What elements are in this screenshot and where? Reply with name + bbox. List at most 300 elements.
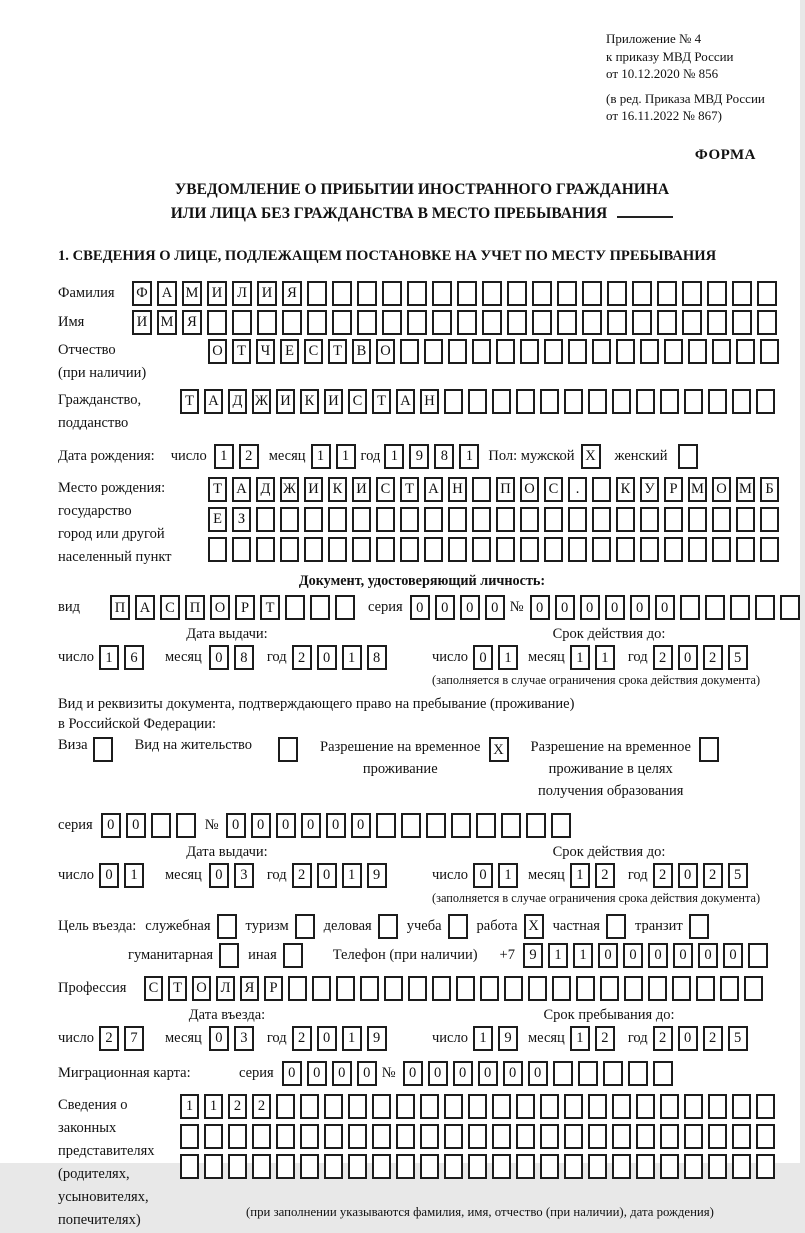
res_doc_number-cell-7[interactable] [376,813,396,838]
id_doc_number-cell-7[interactable] [680,595,700,620]
id_doc_series-cell-2[interactable]: 0 [435,595,455,620]
reps_row1-cell-10[interactable] [396,1094,415,1119]
reps_row3-cell-19[interactable] [612,1154,631,1179]
entry_year-cell-3[interactable]: 1 [342,1026,362,1051]
birth_place_row3-cell-6[interactable] [328,537,347,562]
birth_place_row1-cell-1[interactable]: Т [208,477,227,502]
reps_row1-cell-13[interactable] [468,1094,487,1119]
profession-cell-15[interactable] [480,976,499,1001]
purpose-study-checkbox[interactable] [448,914,468,939]
mk_series-cell-1[interactable]: 0 [282,1061,302,1086]
purpose-other-checkbox[interactable] [283,943,303,968]
res_doc_series-cell-4[interactable] [176,813,196,838]
profession-cell-3[interactable]: О [192,976,211,1001]
mk_number-cell-6[interactable]: 0 [528,1061,548,1086]
purpose-humanitarian-checkbox[interactable] [219,943,239,968]
name-cell-23[interactable] [682,310,702,335]
id_valid_day-cell-2[interactable]: 1 [498,645,518,670]
citizenship-cell-23[interactable] [708,389,727,414]
mk_number-cell-5[interactable]: 0 [503,1061,523,1086]
patronymic-cell-22[interactable] [712,339,731,364]
birth_day-cell-1[interactable]: 1 [214,444,234,469]
patronymic-cell-16[interactable] [568,339,587,364]
citizenship-cell-18[interactable] [588,389,607,414]
profession-cell-23[interactable] [672,976,691,1001]
profession-cell-13[interactable] [432,976,451,1001]
patronymic-cell-12[interactable] [472,339,491,364]
reps_row1-cell-1[interactable]: 1 [180,1094,199,1119]
birth_place_row3-cell-1[interactable] [208,537,227,562]
surname-cell-6[interactable]: И [257,281,277,306]
birth_place_row2-cell-22[interactable] [712,507,731,532]
entry_year-cell-1[interactable]: 2 [292,1026,312,1051]
name-cell-15[interactable] [482,310,502,335]
birth_place_row2-cell-18[interactable] [616,507,635,532]
birth_place_row2-cell-23[interactable] [736,507,755,532]
res_doc_number-cell-8[interactable] [401,813,421,838]
birth_day-cell-2[interactable]: 2 [239,444,259,469]
birth_place_row2-cell-12[interactable] [472,507,491,532]
id_valid_month-cell-1[interactable]: 1 [570,645,590,670]
citizenship-cell-21[interactable] [660,389,679,414]
id_issue_year-cell-4[interactable]: 8 [367,645,387,670]
birth_place_row2-cell-4[interactable] [280,507,299,532]
birth_place_row1-cell-12[interactable] [472,477,491,502]
citizenship-cell-22[interactable] [684,389,703,414]
birth_year-cell-3[interactable]: 8 [434,444,454,469]
profession-cell-22[interactable] [648,976,667,1001]
entry_year-cell-2[interactable]: 0 [317,1026,337,1051]
citizenship-cell-7[interactable]: И [324,389,343,414]
birth_place_row3-cell-23[interactable] [736,537,755,562]
reps_row3-cell-13[interactable] [468,1154,487,1179]
res_issue_year-cell-3[interactable]: 1 [342,863,362,888]
birth_place_row1-cell-21[interactable]: М [688,477,707,502]
reps_row2-cell-21[interactable] [660,1124,679,1149]
profession-cell-12[interactable] [408,976,427,1001]
name-cell-25[interactable] [732,310,752,335]
female-checkbox[interactable] [678,444,698,469]
profession-cell-14[interactable] [456,976,475,1001]
reps_row2-cell-3[interactable] [228,1124,247,1149]
citizenship-cell-2[interactable]: А [204,389,223,414]
id_doc_number-cell-1[interactable]: 0 [530,595,550,620]
surname-cell-22[interactable] [657,281,677,306]
name-cell-3[interactable]: Я [182,310,202,335]
reps_row3-cell-7[interactable] [324,1154,343,1179]
profession-cell-10[interactable] [360,976,379,1001]
birth_place_row2-cell-10[interactable] [424,507,443,532]
birth_place_row1-cell-23[interactable]: М [736,477,755,502]
reps_row1-cell-3[interactable]: 2 [228,1094,247,1119]
birth_place_row3-cell-18[interactable] [616,537,635,562]
res_valid_month-cell-2[interactable]: 2 [595,863,615,888]
reps_row3-cell-12[interactable] [444,1154,463,1179]
birth_place_row1-cell-15[interactable]: С [544,477,563,502]
citizenship-cell-24[interactable] [732,389,751,414]
surname-cell-8[interactable] [307,281,327,306]
surname-cell-21[interactable] [632,281,652,306]
citizenship-cell-9[interactable]: Т [372,389,391,414]
patronymic-cell-2[interactable]: Т [232,339,251,364]
citizenship-cell-14[interactable] [492,389,511,414]
id_doc_type-cell-3[interactable]: С [160,595,180,620]
reps_row1-cell-23[interactable] [708,1094,727,1119]
name-cell-14[interactable] [457,310,477,335]
citizenship-cell-13[interactable] [468,389,487,414]
reps_row1-cell-11[interactable] [420,1094,439,1119]
mk_number-cell-3[interactable]: 0 [453,1061,473,1086]
birth_place_row2-cell-2[interactable]: З [232,507,251,532]
res_issue_month-cell-1[interactable]: 0 [209,863,229,888]
patronymic-cell-24[interactable] [760,339,779,364]
res_valid_year-cell-1[interactable]: 2 [653,863,673,888]
name-cell-2[interactable]: М [157,310,177,335]
id_doc_number-cell-8[interactable] [705,595,725,620]
birth_place_row1-cell-6[interactable]: К [328,477,347,502]
res_doc_number-cell-10[interactable] [451,813,471,838]
surname-cell-20[interactable] [607,281,627,306]
reps_row3-cell-5[interactable] [276,1154,295,1179]
res_valid_year-cell-4[interactable]: 5 [728,863,748,888]
profession-cell-7[interactable] [288,976,307,1001]
birth_place_row3-cell-10[interactable] [424,537,443,562]
surname-cell-17[interactable] [532,281,552,306]
reps_row2-cell-4[interactable] [252,1124,271,1149]
name-cell-12[interactable] [407,310,427,335]
name-cell-19[interactable] [582,310,602,335]
res_doc_number-cell-1[interactable]: 0 [226,813,246,838]
surname-cell-12[interactable] [407,281,427,306]
birth_place_row2-cell-15[interactable] [544,507,563,532]
purpose-business-checkbox[interactable] [378,914,398,939]
birth_year-cell-1[interactable]: 1 [384,444,404,469]
patronymic-cell-14[interactable] [520,339,539,364]
reps_row1-cell-12[interactable] [444,1094,463,1119]
id_doc_type-cell-1[interactable]: П [110,595,130,620]
profession-cell-8[interactable] [312,976,331,1001]
reps_row1-cell-6[interactable] [300,1094,319,1119]
id_doc_number-cell-3[interactable]: 0 [580,595,600,620]
birth_place_row3-cell-4[interactable] [280,537,299,562]
reps_row2-cell-8[interactable] [348,1124,367,1149]
citizenship-cell-20[interactable] [636,389,655,414]
patronymic-cell-15[interactable] [544,339,563,364]
reps_row1-cell-14[interactable] [492,1094,511,1119]
name-cell-10[interactable] [357,310,377,335]
surname-cell-16[interactable] [507,281,527,306]
surname-cell-4[interactable]: И [207,281,227,306]
id_doc_type-cell-10[interactable] [335,595,355,620]
birth_place_row3-cell-3[interactable] [256,537,275,562]
citizenship-cell-5[interactable]: И [276,389,295,414]
mk_number-cell-9[interactable] [603,1061,623,1086]
citizenship-cell-1[interactable]: Т [180,389,199,414]
stay_year-cell-3[interactable]: 2 [703,1026,723,1051]
residence-permit-checkbox[interactable] [278,737,298,762]
surname-cell-5[interactable]: Л [232,281,252,306]
birth_place_row2-cell-19[interactable] [640,507,659,532]
name-cell-22[interactable] [657,310,677,335]
res_doc_number-cell-4[interactable]: 0 [301,813,321,838]
res_doc_number-cell-5[interactable]: 0 [326,813,346,838]
birth_place_row3-cell-19[interactable] [640,537,659,562]
patronymic-cell-8[interactable]: О [376,339,395,364]
entry_month-cell-2[interactable]: 3 [234,1026,254,1051]
reps_row2-cell-5[interactable] [276,1124,295,1149]
birth_place_row2-cell-8[interactable] [376,507,395,532]
reps_row3-cell-6[interactable] [300,1154,319,1179]
patronymic-cell-13[interactable] [496,339,515,364]
reps_row1-cell-20[interactable] [636,1094,655,1119]
res_valid_year-cell-2[interactable]: 0 [678,863,698,888]
name-cell-5[interactable] [232,310,252,335]
reps_row3-cell-22[interactable] [684,1154,703,1179]
patronymic-cell-4[interactable]: Е [280,339,299,364]
birth_place_row1-cell-11[interactable]: Н [448,477,467,502]
reps_row3-cell-4[interactable] [252,1154,271,1179]
name-cell-16[interactable] [507,310,527,335]
reps_row3-cell-8[interactable] [348,1154,367,1179]
birth_place_row2-cell-17[interactable] [592,507,611,532]
surname-cell-14[interactable] [457,281,477,306]
id_doc_number-cell-11[interactable] [780,595,800,620]
res_doc_number-cell-11[interactable] [476,813,496,838]
surname-cell-24[interactable] [707,281,727,306]
entry_day-cell-2[interactable]: 7 [124,1026,144,1051]
reps_row2-cell-7[interactable] [324,1124,343,1149]
mk_number-cell-2[interactable]: 0 [428,1061,448,1086]
id_doc_number-cell-10[interactable] [755,595,775,620]
patronymic-cell-19[interactable] [640,339,659,364]
surname-cell-26[interactable] [757,281,777,306]
profession-cell-20[interactable] [600,976,619,1001]
birth_place_row1-cell-4[interactable]: Ж [280,477,299,502]
birth_place_row3-cell-16[interactable] [568,537,587,562]
birth_place_row2-cell-7[interactable] [352,507,371,532]
birth_place_row3-cell-15[interactable] [544,537,563,562]
reps_row3-cell-24[interactable] [732,1154,751,1179]
surname-cell-1[interactable]: Ф [132,281,152,306]
id_valid_day-cell-1[interactable]: 0 [473,645,493,670]
id_issue_day-cell-1[interactable]: 1 [99,645,119,670]
surname-cell-18[interactable] [557,281,577,306]
res_doc_series-cell-1[interactable]: 0 [101,813,121,838]
visa-checkbox[interactable] [93,737,113,762]
surname-cell-3[interactable]: М [182,281,202,306]
res_doc_number-cell-2[interactable]: 0 [251,813,271,838]
res_doc_series-cell-2[interactable]: 0 [126,813,146,838]
name-cell-11[interactable] [382,310,402,335]
birth_place_row1-cell-7[interactable]: И [352,477,371,502]
patronymic-cell-23[interactable] [736,339,755,364]
male-checkbox[interactable]: X [581,444,601,469]
reps_row2-cell-1[interactable] [180,1124,199,1149]
profession-cell-5[interactable]: Я [240,976,259,1001]
reps_row3-cell-2[interactable] [204,1154,223,1179]
birth_place_row2-cell-1[interactable]: Е [208,507,227,532]
patronymic-cell-17[interactable] [592,339,611,364]
stay_year-cell-2[interactable]: 0 [678,1026,698,1051]
profession-cell-19[interactable] [576,976,595,1001]
name-cell-18[interactable] [557,310,577,335]
birth_place_row2-cell-5[interactable] [304,507,323,532]
id_doc_type-cell-8[interactable] [285,595,305,620]
reps_row2-cell-9[interactable] [372,1124,391,1149]
purpose-official-checkbox[interactable] [217,914,237,939]
birth_month-cell-1[interactable]: 1 [311,444,331,469]
reps_row3-cell-15[interactable] [516,1154,535,1179]
birth_place_row3-cell-9[interactable] [400,537,419,562]
reps_row1-cell-5[interactable] [276,1094,295,1119]
surname-cell-23[interactable] [682,281,702,306]
birth_place_row1-cell-24[interactable]: Б [760,477,779,502]
birth_place_row2-cell-16[interactable] [568,507,587,532]
citizenship-cell-8[interactable]: С [348,389,367,414]
reps_row2-cell-16[interactable] [540,1124,559,1149]
id_issue_year-cell-3[interactable]: 1 [342,645,362,670]
mk_number-cell-8[interactable] [578,1061,598,1086]
birth_place_row3-cell-20[interactable] [664,537,683,562]
patronymic-cell-7[interactable]: В [352,339,371,364]
birth_place_row1-cell-3[interactable]: Д [256,477,275,502]
name-cell-7[interactable] [282,310,302,335]
reps_row2-cell-23[interactable] [708,1124,727,1149]
res_doc_number-cell-14[interactable] [551,813,571,838]
reps_row2-cell-13[interactable] [468,1124,487,1149]
name-cell-26[interactable] [757,310,777,335]
reps_row2-cell-10[interactable] [396,1124,415,1149]
res_doc_number-cell-13[interactable] [526,813,546,838]
reps_row1-cell-19[interactable] [612,1094,631,1119]
id_doc_series-cell-3[interactable]: 0 [460,595,480,620]
res_doc_series-cell-3[interactable] [151,813,171,838]
profession-cell-17[interactable] [528,976,547,1001]
reps_row3-cell-1[interactable] [180,1154,199,1179]
surname-cell-11[interactable] [382,281,402,306]
citizenship-cell-3[interactable]: Д [228,389,247,414]
profession-cell-26[interactable] [744,976,763,1001]
stay_month-cell-1[interactable]: 1 [570,1026,590,1051]
reps_row2-cell-24[interactable] [732,1124,751,1149]
phone-cell-5[interactable]: 0 [623,943,643,968]
reps_row2-cell-22[interactable] [684,1124,703,1149]
birth_place_row1-cell-9[interactable]: Т [400,477,419,502]
stay_year-cell-4[interactable]: 5 [728,1026,748,1051]
reps_row3-cell-23[interactable] [708,1154,727,1179]
birth_place_row3-cell-17[interactable] [592,537,611,562]
phone-cell-9[interactable]: 0 [723,943,743,968]
birth_place_row1-cell-20[interactable]: Р [664,477,683,502]
reps_row1-cell-25[interactable] [756,1094,775,1119]
citizenship-cell-4[interactable]: Ж [252,389,271,414]
patronymic-cell-18[interactable] [616,339,635,364]
stay_year-cell-1[interactable]: 2 [653,1026,673,1051]
mk_series-cell-4[interactable]: 0 [357,1061,377,1086]
profession-cell-2[interactable]: Т [168,976,187,1001]
name-cell-9[interactable] [332,310,352,335]
phone-cell-1[interactable]: 9 [523,943,543,968]
mk_number-cell-11[interactable] [653,1061,673,1086]
birth_place_row2-cell-11[interactable] [448,507,467,532]
name-cell-21[interactable] [632,310,652,335]
id_valid_year-cell-4[interactable]: 5 [728,645,748,670]
reps_row1-cell-21[interactable] [660,1094,679,1119]
citizenship-cell-19[interactable] [612,389,631,414]
phone-cell-8[interactable]: 0 [698,943,718,968]
purpose-transit-checkbox[interactable] [689,914,709,939]
profession-cell-18[interactable] [552,976,571,1001]
birth_place_row1-cell-13[interactable]: П [496,477,515,502]
birth_place_row1-cell-14[interactable]: О [520,477,539,502]
purpose-tourism-checkbox[interactable] [295,914,315,939]
birth_place_row1-cell-22[interactable]: О [712,477,731,502]
phone-cell-4[interactable]: 0 [598,943,618,968]
citizenship-cell-11[interactable]: Н [420,389,439,414]
birth_place_row3-cell-12[interactable] [472,537,491,562]
res_issue_day-cell-2[interactable]: 1 [124,863,144,888]
citizenship-cell-6[interactable]: К [300,389,319,414]
id_doc_type-cell-6[interactable]: Р [235,595,255,620]
reps_row2-cell-12[interactable] [444,1124,463,1149]
reps_row3-cell-25[interactable] [756,1154,775,1179]
reps_row1-cell-4[interactable]: 2 [252,1094,271,1119]
res_valid_day-cell-2[interactable]: 1 [498,863,518,888]
mk_number-cell-7[interactable] [553,1061,573,1086]
reps_row1-cell-16[interactable] [540,1094,559,1119]
reps_row1-cell-22[interactable] [684,1094,703,1119]
phone-cell-3[interactable]: 1 [573,943,593,968]
res_doc_number-cell-9[interactable] [426,813,446,838]
id_issue_month-cell-2[interactable]: 8 [234,645,254,670]
citizenship-cell-16[interactable] [540,389,559,414]
birth_place_row1-cell-18[interactable]: К [616,477,635,502]
id_valid_year-cell-3[interactable]: 2 [703,645,723,670]
id_issue_month-cell-1[interactable]: 0 [209,645,229,670]
id_doc_type-cell-4[interactable]: П [185,595,205,620]
id_doc_number-cell-4[interactable]: 0 [605,595,625,620]
birth_place_row1-cell-2[interactable]: А [232,477,251,502]
surname-cell-9[interactable] [332,281,352,306]
id_issue_year-cell-2[interactable]: 0 [317,645,337,670]
reps_row1-cell-7[interactable] [324,1094,343,1119]
birth_place_row3-cell-24[interactable] [760,537,779,562]
id_doc_type-cell-2[interactable]: А [135,595,155,620]
reps_row2-cell-17[interactable] [564,1124,583,1149]
profession-cell-16[interactable] [504,976,523,1001]
stay_month-cell-2[interactable]: 2 [595,1026,615,1051]
phone-cell-2[interactable]: 1 [548,943,568,968]
id_valid_year-cell-1[interactable]: 2 [653,645,673,670]
birth_month-cell-2[interactable]: 1 [336,444,356,469]
phone-cell-10[interactable] [748,943,768,968]
reps_row1-cell-9[interactable] [372,1094,391,1119]
reps_row1-cell-2[interactable]: 1 [204,1094,223,1119]
reps_row3-cell-16[interactable] [540,1154,559,1179]
patronymic-cell-9[interactable] [400,339,419,364]
surname-cell-13[interactable] [432,281,452,306]
purpose-private-checkbox[interactable] [606,914,626,939]
reps_row2-cell-15[interactable] [516,1124,535,1149]
entry_year-cell-4[interactable]: 9 [367,1026,387,1051]
profession-cell-6[interactable]: Р [264,976,283,1001]
res_issue_year-cell-1[interactable]: 2 [292,863,312,888]
stay_day-cell-2[interactable]: 9 [498,1026,518,1051]
birth_place_row2-cell-24[interactable] [760,507,779,532]
profession-cell-24[interactable] [696,976,715,1001]
id_valid_month-cell-2[interactable]: 1 [595,645,615,670]
birth_place_row1-cell-19[interactable]: У [640,477,659,502]
